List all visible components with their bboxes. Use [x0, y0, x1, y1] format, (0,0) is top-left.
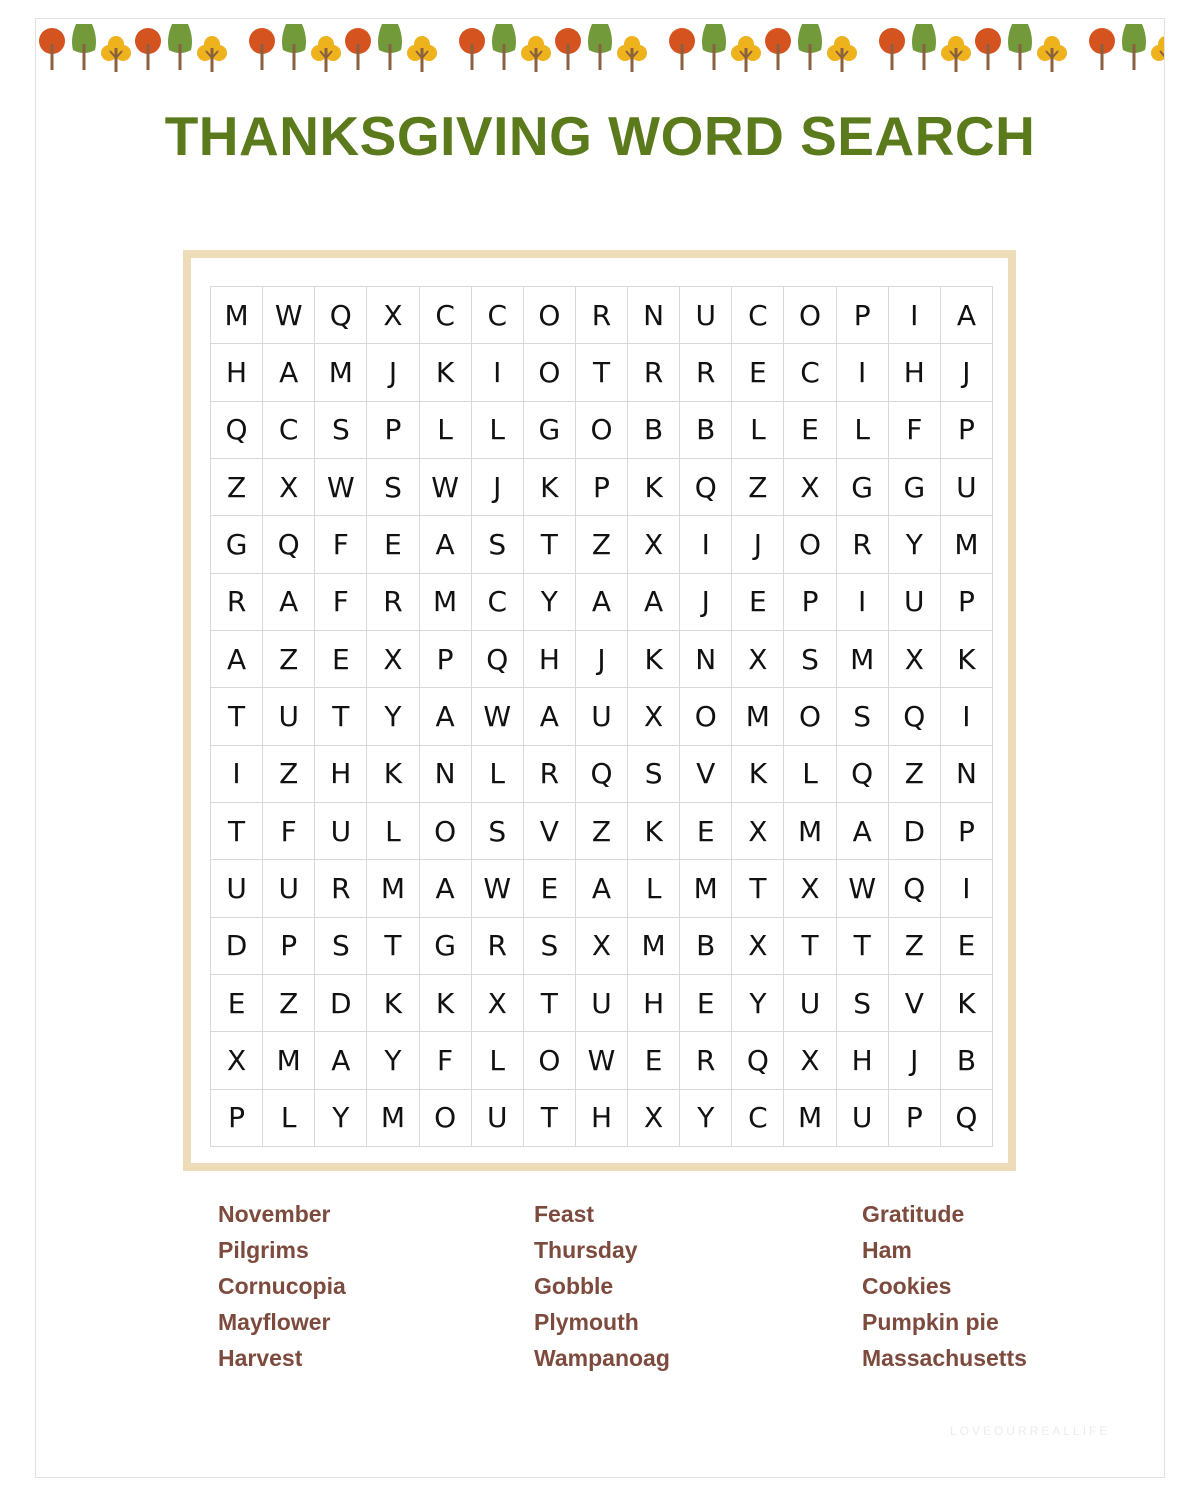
tree-green-icon — [698, 20, 730, 76]
grid-cell[interactable]: M — [367, 1090, 419, 1147]
tree-red-icon — [552, 20, 584, 76]
page-title: THANKSGIVING WORD SEARCH — [164, 105, 1036, 167]
grid-cell[interactable]: B — [680, 402, 732, 459]
word-list-item: Pumpkin pie — [862, 1309, 999, 1335]
tree-red-icon — [876, 20, 908, 76]
grid-cell[interactable]: N — [941, 746, 993, 803]
grid-cell[interactable]: L — [628, 860, 680, 917]
tree-green-icon — [374, 20, 406, 76]
grid-cell[interactable]: P — [367, 402, 419, 459]
grid-cell[interactable]: L — [837, 402, 889, 459]
grid-cell[interactable]: O — [420, 803, 472, 860]
grid-cell[interactable]: F — [315, 516, 367, 573]
grid-cell[interactable]: A — [837, 803, 889, 860]
grid-cell[interactable]: Y — [367, 688, 419, 745]
grid-cell[interactable]: R — [576, 287, 628, 344]
grid-cell[interactable]: A — [576, 574, 628, 631]
grid-cell[interactable]: Q — [263, 516, 315, 573]
tree-green-icon — [278, 20, 310, 76]
grid-cell[interactable]: H — [576, 1090, 628, 1147]
grid-cell[interactable]: T — [315, 688, 367, 745]
word-list-item: Massachusetts — [862, 1345, 1027, 1371]
grid-cell[interactable]: R — [680, 344, 732, 401]
grid-cell[interactable]: T — [524, 516, 576, 573]
grid-cell[interactable]: K — [420, 344, 472, 401]
grid-cell[interactable]: H — [524, 631, 576, 688]
grid-cell[interactable]: X — [472, 975, 524, 1032]
word-list-column-1 — [218, 1196, 346, 1376]
grid-cell[interactable]: L — [784, 746, 836, 803]
grid-cell[interactable]: Z — [263, 631, 315, 688]
grid-cell[interactable]: U — [576, 688, 628, 745]
word-list-item: Gratitude — [862, 1201, 965, 1227]
grid-cell[interactable]: P — [263, 918, 315, 975]
grid-cell[interactable]: P — [941, 574, 993, 631]
grid-cell[interactable]: Y — [315, 1090, 367, 1147]
grid-cell[interactable]: X — [784, 860, 836, 917]
tree-yellow-icon — [520, 20, 552, 76]
grid-cell[interactable]: Q — [576, 746, 628, 803]
grid-cell[interactable]: A — [628, 574, 680, 631]
tree-yellow-icon — [1036, 20, 1068, 76]
grid-cell[interactable]: P — [941, 803, 993, 860]
grid-cell[interactable]: H — [211, 344, 263, 401]
grid-cell[interactable]: B — [680, 918, 732, 975]
tree-red-icon — [456, 20, 488, 76]
tree-green-icon — [794, 20, 826, 76]
grid-cell[interactable]: O — [576, 402, 628, 459]
grid-cell[interactable]: W — [472, 860, 524, 917]
grid-cell[interactable]: X — [576, 918, 628, 975]
grid-cell[interactable]: X — [628, 1090, 680, 1147]
grid-cell[interactable]: A — [420, 516, 472, 573]
grid-cell[interactable]: U — [263, 860, 315, 917]
tree-red-icon — [1086, 20, 1118, 76]
grid-cell[interactable]: S — [628, 746, 680, 803]
grid-cell[interactable]: R — [680, 1032, 732, 1089]
grid-cell[interactable]: E — [367, 516, 419, 573]
grid-cell[interactable]: Y — [732, 975, 784, 1032]
grid-cell[interactable]: J — [367, 344, 419, 401]
grid-cell[interactable]: A — [420, 688, 472, 745]
grid-cell[interactable]: T — [524, 1090, 576, 1147]
grid-cell[interactable]: M — [263, 1032, 315, 1089]
grid-cell[interactable]: J — [732, 516, 784, 573]
grid-cell[interactable]: O — [784, 287, 836, 344]
grid-cell[interactable]: G — [837, 459, 889, 516]
grid-cell[interactable]: M — [211, 287, 263, 344]
watermark: LOVEOURREALLIFE — [950, 1424, 1111, 1438]
grid-cell[interactable]: H — [315, 746, 367, 803]
tree-yellow-icon — [1150, 20, 1164, 76]
grid-cell[interactable]: S — [837, 688, 889, 745]
letter-grid — [210, 286, 993, 1147]
grid-cell[interactable]: E — [628, 1032, 680, 1089]
grid-cell[interactable]: E — [732, 344, 784, 401]
grid-cell[interactable]: A — [211, 631, 263, 688]
grid-cell[interactable]: T — [211, 688, 263, 745]
word-list-column-3 — [862, 1196, 1027, 1376]
tree-red-icon — [342, 20, 374, 76]
grid-cell[interactable]: R — [524, 746, 576, 803]
grid-cell[interactable]: Z — [889, 918, 941, 975]
grid-cell[interactable]: K — [420, 975, 472, 1032]
grid-cell[interactable]: R — [628, 344, 680, 401]
grid-cell[interactable]: F — [889, 402, 941, 459]
grid-cell[interactable]: U — [889, 574, 941, 631]
grid-cell[interactable]: C — [472, 287, 524, 344]
tree-yellow-icon — [616, 20, 648, 76]
grid-cell[interactable]: U — [315, 803, 367, 860]
grid-cell[interactable]: G — [420, 918, 472, 975]
grid-cell[interactable]: G — [211, 516, 263, 573]
grid-cell[interactable]: A — [941, 287, 993, 344]
grid-cell[interactable]: R — [837, 516, 889, 573]
grid-cell[interactable]: X — [263, 459, 315, 516]
grid-cell[interactable]: Q — [315, 287, 367, 344]
grid-cell[interactable]: X — [628, 516, 680, 573]
grid-cell[interactable]: A — [263, 344, 315, 401]
grid-cell[interactable]: I — [211, 746, 263, 803]
grid-cell[interactable]: F — [263, 803, 315, 860]
grid-cell[interactable]: C — [732, 287, 784, 344]
grid-cell[interactable]: L — [263, 1090, 315, 1147]
grid-cell[interactable]: K — [367, 975, 419, 1032]
grid-cell[interactable]: X — [628, 688, 680, 745]
grid-cell[interactable]: I — [837, 344, 889, 401]
grid-cell[interactable]: N — [420, 746, 472, 803]
grid-cell[interactable]: L — [420, 402, 472, 459]
grid-cell[interactable]: C — [732, 1090, 784, 1147]
grid-cell[interactable]: B — [941, 1032, 993, 1089]
grid-cell[interactable]: K — [941, 631, 993, 688]
tree-red-icon — [666, 20, 698, 76]
grid-cell[interactable]: P — [889, 1090, 941, 1147]
word-list-item: Thursday — [534, 1237, 638, 1263]
grid-cell[interactable]: V — [524, 803, 576, 860]
tree-yellow-icon — [730, 20, 762, 76]
grid-cell[interactable]: W — [420, 459, 472, 516]
grid-cell[interactable]: S — [524, 918, 576, 975]
grid-cell[interactable]: M — [732, 688, 784, 745]
grid-cell[interactable]: L — [472, 402, 524, 459]
grid-cell[interactable]: S — [837, 975, 889, 1032]
word-list-item: November — [218, 1201, 331, 1227]
grid-cell[interactable]: E — [784, 402, 836, 459]
grid-cell[interactable]: E — [680, 975, 732, 1032]
grid-cell[interactable]: O — [784, 516, 836, 573]
grid-cell[interactable]: V — [889, 975, 941, 1032]
grid-cell[interactable]: P — [941, 402, 993, 459]
grid-cell[interactable]: J — [680, 574, 732, 631]
tree-yellow-icon — [310, 20, 342, 76]
grid-cell[interactable]: Y — [524, 574, 576, 631]
grid-cell[interactable]: L — [472, 746, 524, 803]
grid-cell[interactable]: Y — [889, 516, 941, 573]
grid-cell[interactable]: H — [889, 344, 941, 401]
grid-cell[interactable]: S — [784, 631, 836, 688]
grid-cell[interactable]: F — [315, 574, 367, 631]
grid-cell[interactable]: U — [263, 688, 315, 745]
grid-cell[interactable]: V — [680, 746, 732, 803]
grid-cell[interactable]: E — [315, 631, 367, 688]
grid-cell[interactable]: T — [524, 975, 576, 1032]
grid-cell[interactable]: K — [628, 459, 680, 516]
grid-cell[interactable]: M — [420, 574, 472, 631]
grid-cell[interactable]: A — [524, 688, 576, 745]
tree-red-icon — [972, 20, 1004, 76]
word-list-item: Wampanoag — [534, 1345, 670, 1371]
grid-cell[interactable]: J — [576, 631, 628, 688]
grid-cell[interactable]: G — [524, 402, 576, 459]
grid-cell[interactable]: T — [732, 860, 784, 917]
grid-cell[interactable]: O — [524, 344, 576, 401]
grid-cell[interactable]: L — [732, 402, 784, 459]
grid-cell[interactable]: I — [680, 516, 732, 573]
grid-cell[interactable]: Q — [211, 402, 263, 459]
grid-cell[interactable]: L — [367, 803, 419, 860]
grid-cell[interactable]: U — [576, 975, 628, 1032]
tree-green-icon — [1004, 20, 1036, 76]
grid-cell[interactable]: I — [889, 287, 941, 344]
grid-cell[interactable]: O — [524, 1032, 576, 1089]
grid-cell[interactable]: S — [472, 803, 524, 860]
grid-cell[interactable]: R — [211, 574, 263, 631]
tree-red-icon — [132, 20, 164, 76]
grid-cell[interactable]: Q — [941, 1090, 993, 1147]
grid-cell[interactable]: Z — [732, 459, 784, 516]
grid-cell[interactable]: K — [941, 975, 993, 1032]
grid-cell[interactable]: M — [784, 1090, 836, 1147]
grid-cell[interactable]: U — [941, 459, 993, 516]
word-list-item: Mayflower — [218, 1309, 331, 1335]
grid-cell[interactable]: A — [263, 574, 315, 631]
grid-cell[interactable]: U — [680, 287, 732, 344]
grid-cell[interactable]: P — [420, 631, 472, 688]
grid-cell[interactable]: M — [367, 860, 419, 917]
grid-cell[interactable]: W — [263, 287, 315, 344]
grid-cell[interactable]: K — [628, 803, 680, 860]
grid-cell[interactable]: T — [837, 918, 889, 975]
tree-red-icon — [246, 20, 278, 76]
grid-cell[interactable]: X — [732, 803, 784, 860]
grid-cell[interactable]: M — [315, 344, 367, 401]
grid-cell[interactable]: O — [784, 688, 836, 745]
grid-cell[interactable]: X — [211, 1032, 263, 1089]
word-list-item: Plymouth — [534, 1309, 639, 1335]
grid-cell[interactable]: D — [211, 918, 263, 975]
grid-cell[interactable]: N — [680, 631, 732, 688]
grid-cell[interactable]: I — [472, 344, 524, 401]
grid-cell[interactable]: H — [628, 975, 680, 1032]
grid-cell[interactable]: A — [315, 1032, 367, 1089]
grid-cell[interactable]: A — [420, 860, 472, 917]
grid-cell[interactable]: Z — [263, 975, 315, 1032]
grid-cell[interactable]: Z — [263, 746, 315, 803]
grid-cell[interactable]: S — [367, 459, 419, 516]
grid-cell[interactable]: C — [784, 344, 836, 401]
grid-cell[interactable]: U — [211, 860, 263, 917]
grid-cell[interactable]: F — [420, 1032, 472, 1089]
grid-cell[interactable]: L — [472, 1032, 524, 1089]
grid-cell[interactable]: C — [420, 287, 472, 344]
grid-cell[interactable]: U — [837, 1090, 889, 1147]
grid-cell[interactable]: P — [837, 287, 889, 344]
grid-cell[interactable]: K — [628, 631, 680, 688]
grid-cell[interactable]: M — [628, 918, 680, 975]
grid-cell[interactable]: Q — [889, 688, 941, 745]
tree-red-icon — [36, 20, 68, 76]
grid-cell[interactable]: J — [941, 344, 993, 401]
grid-cell[interactable]: C — [472, 574, 524, 631]
grid-cell[interactable]: X — [367, 631, 419, 688]
grid-cell[interactable]: N — [628, 287, 680, 344]
grid-cell[interactable]: J — [472, 459, 524, 516]
grid-cell[interactable]: E — [211, 975, 263, 1032]
grid-cell[interactable]: J — [889, 1032, 941, 1089]
grid-cell[interactable]: A — [576, 860, 628, 917]
grid-cell[interactable]: T — [367, 918, 419, 975]
grid-cell[interactable]: P — [211, 1090, 263, 1147]
word-list-item: Cornucopia — [218, 1273, 346, 1299]
grid-cell[interactable]: Y — [367, 1032, 419, 1089]
word-list-item: Cookies — [862, 1273, 952, 1299]
tree-yellow-icon — [826, 20, 858, 76]
grid-cell[interactable]: X — [732, 918, 784, 975]
tree-green-icon — [1118, 20, 1150, 76]
word-list-column-2 — [534, 1196, 670, 1376]
grid-cell[interactable]: P — [576, 459, 628, 516]
grid-cell[interactable]: Q — [472, 631, 524, 688]
grid-cell[interactable]: M — [941, 516, 993, 573]
grid-cell[interactable]: E — [941, 918, 993, 975]
grid-cell[interactable]: T — [211, 803, 263, 860]
grid-cell[interactable]: G — [889, 459, 941, 516]
grid-cell[interactable]: E — [732, 574, 784, 631]
grid-cell[interactable]: B — [628, 402, 680, 459]
grid-cell[interactable]: Y — [680, 1090, 732, 1147]
grid-cell[interactable]: W — [837, 860, 889, 917]
tree-yellow-icon — [196, 20, 228, 76]
word-list-item: Feast — [534, 1201, 595, 1227]
grid-cell[interactable]: I — [941, 860, 993, 917]
grid-cell[interactable]: Z — [576, 516, 628, 573]
tree-green-icon — [908, 20, 940, 76]
grid-cell[interactable]: M — [837, 631, 889, 688]
grid-cell[interactable]: I — [941, 688, 993, 745]
grid-cell[interactable]: R — [315, 860, 367, 917]
grid-cell[interactable]: E — [680, 803, 732, 860]
grid-cell[interactable]: Z — [889, 746, 941, 803]
word-list-item: Gobble — [534, 1273, 614, 1299]
grid-cell[interactable]: M — [784, 803, 836, 860]
tree-yellow-icon — [100, 20, 132, 76]
grid-cell[interactable]: S — [315, 402, 367, 459]
tree-green-icon — [488, 20, 520, 76]
grid-cell[interactable]: Q — [889, 860, 941, 917]
grid-cell[interactable]: K — [732, 746, 784, 803]
grid-cell[interactable]: C — [263, 402, 315, 459]
grid-cell[interactable]: Q — [680, 459, 732, 516]
grid-cell[interactable]: Q — [732, 1032, 784, 1089]
grid-cell[interactable]: H — [837, 1032, 889, 1089]
tree-red-icon — [762, 20, 794, 76]
grid-cell[interactable]: X — [732, 631, 784, 688]
grid-cell[interactable]: U — [472, 1090, 524, 1147]
grid-cell[interactable]: X — [784, 1032, 836, 1089]
grid-cell[interactable]: R — [472, 918, 524, 975]
grid-cell[interactable]: K — [524, 459, 576, 516]
tree-yellow-icon — [940, 20, 972, 76]
word-list-item: Pilgrims — [218, 1237, 309, 1263]
tree-border — [36, 20, 1164, 76]
grid-cell[interactable]: W — [472, 688, 524, 745]
grid-cell[interactable]: O — [524, 287, 576, 344]
grid-cell[interactable]: T — [784, 918, 836, 975]
tree-green-icon — [584, 20, 616, 76]
grid-cell[interactable]: R — [367, 574, 419, 631]
word-list-item: Ham — [862, 1237, 912, 1263]
grid-cell[interactable]: X — [889, 631, 941, 688]
grid-cell[interactable]: W — [315, 459, 367, 516]
grid-cell[interactable]: M — [680, 860, 732, 917]
grid-cell[interactable]: X — [367, 287, 419, 344]
grid-cell[interactable]: O — [680, 688, 732, 745]
grid-cell[interactable]: D — [889, 803, 941, 860]
grid-cell[interactable]: X — [784, 459, 836, 516]
grid-cell[interactable]: U — [784, 975, 836, 1032]
grid-cell[interactable]: Q — [837, 746, 889, 803]
grid-cell[interactable]: W — [576, 1032, 628, 1089]
grid-cell[interactable]: Z — [211, 459, 263, 516]
grid-cell[interactable]: T — [576, 344, 628, 401]
tree-yellow-icon — [406, 20, 438, 76]
grid-cell[interactable]: I — [837, 574, 889, 631]
word-list-item: Harvest — [218, 1345, 303, 1371]
tree-green-icon — [164, 20, 196, 76]
grid-cell[interactable]: P — [784, 574, 836, 631]
grid-cell[interactable]: O — [420, 1090, 472, 1147]
tree-green-icon — [68, 20, 100, 76]
grid-cell[interactable]: S — [472, 516, 524, 573]
grid-cell[interactable]: Z — [576, 803, 628, 860]
grid-cell[interactable]: E — [524, 860, 576, 917]
grid-cell[interactable]: S — [315, 918, 367, 975]
grid-cell[interactable]: K — [367, 746, 419, 803]
grid-cell[interactable]: D — [315, 975, 367, 1032]
